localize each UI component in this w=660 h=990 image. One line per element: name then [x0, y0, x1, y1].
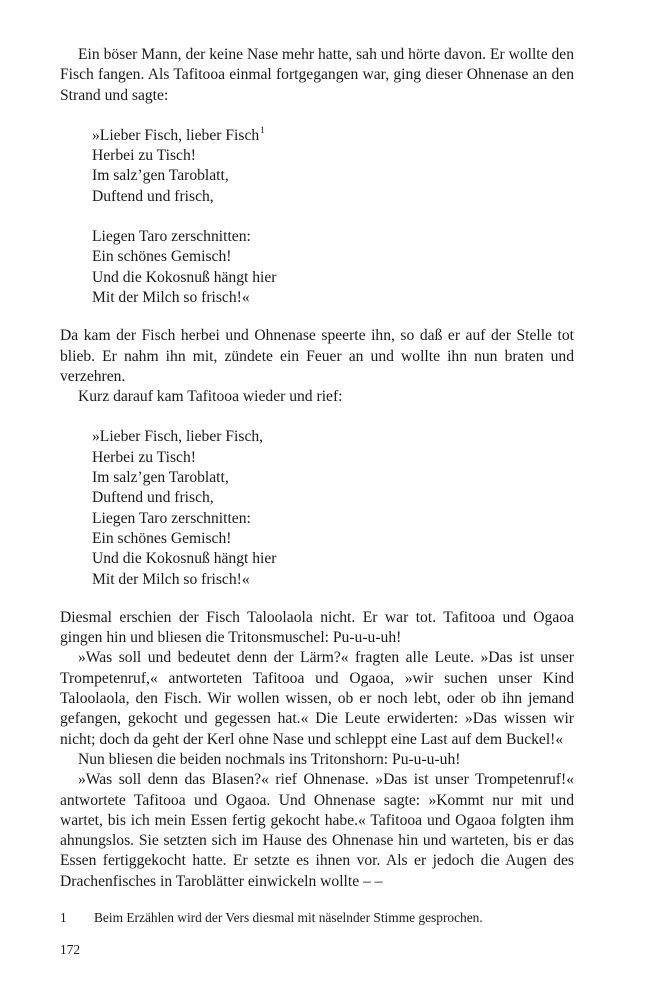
verse-line: Liegen Taro zerschnitten:	[92, 228, 251, 246]
verse-ohnenase	[92, 126, 574, 308]
footnote-number: 1	[60, 910, 67, 925]
verse-stanza-2	[92, 227, 574, 308]
verse-line: Mit der Milch so frisch!«	[92, 570, 250, 588]
verse-line: Duftend und frisch,	[92, 489, 214, 507]
paragraph-ohnenase-house: »Was soll denn das Blasen?« rief Ohnenase. »Das ist unser Trompetenruf!« antwortete Tafitooa und Ogaoa. Und Ohnenase sagte: »Kommt nur mit und wartet, bis ich mein Essen fertig gekocht habe.« Tafitooa und Ogaoa folgten ihm ahnungslos. Sie setzten sich im Hause des Ohnenase hin und warteten, bis er das Essen fertiggekocht hatte. Er setzte es ihnen vor. Als er jedoch die Augen des Drachenfisches in Taroblätter einwickeln wollte – –	[60, 771, 574, 890]
verse-tafitooa	[92, 427, 574, 589]
verse-line: Ein schönes Gemisch!	[92, 248, 232, 266]
verse-line: »Lieber Fisch, lieber Fisch$^1$	[92, 125, 265, 144]
verse-line: Und die Kokosnuß hängt hier	[92, 268, 277, 286]
page-number: 172	[60, 942, 81, 957]
paragraph-intro: Ein böser Mann, der keine Nase mehr hatte, sah und hörte davon. Er wollte den Fisch fangen. Als Tafitooa einmal fortgegangen war, ging dieser Ohnenase an den Strand und sagte:	[60, 46, 574, 104]
verse-line: Im salz’gen Taroblatt,	[92, 469, 229, 487]
verse-stanza-1	[92, 126, 574, 207]
paragraph-people-answer: »Was soll und bedeutet denn der Lärm?« fragten alle Leute. »Das ist unser Trompetenruf,« antworteten Tafitooa und Ogaoa, »wir suchen unser Kind Taloolaola, den Fisch. Wir wollen wissen, ob er noch lebt, oder ob ihn jemand gefangen, gekocht und gegessen hat.« Die Leute erwiderten: »Das wissen wir nicht; doch da geht der Kerl ohne Nase und schleppt eine Last auf dem Buckel!«	[60, 649, 574, 748]
footnote-reference: 1	[260, 125, 265, 136]
paragraph-blow-again: Nun bliesen die beiden nochmals ins Tritonshorn: Pu-u-u-uh!	[78, 750, 461, 768]
paragraph-fish-speared: Da kam der Fisch herbei und Ohnenase speerte ihn, so daß er auf der Stelle tot blieb. Er nahm ihn mit, zündete ein Feuer an und wollte ihn nun braten und verzehren.	[60, 327, 574, 385]
paragraph-tafitooa-returns: Kurz darauf kam Tafitooa wieder und rief:	[78, 388, 343, 406]
verse-line: Und die Kokosnuß hängt hier	[92, 550, 277, 568]
book-page	[60, 45, 574, 965]
verse-line: Duftend und frisch,	[92, 187, 214, 205]
verse-line: Herbei zu Tisch!	[92, 448, 196, 466]
footnote	[60, 909, 574, 927]
verse-line: Im salz’gen Taroblatt,	[92, 167, 229, 185]
paragraph-fish-missing: Diesmal erschien der Fisch Taloolaola nicht. Er war tot. Tafitooa und Ogaoa gingen hin und bliesen die Tritonsmuschel: Pu-u-u-uh!	[60, 608, 574, 647]
verse-line: »Lieber Fisch, lieber Fisch,	[92, 428, 264, 446]
verse-line: Herbei zu Tisch!	[92, 147, 196, 165]
verse-line: Liegen Taro zerschnitten:	[92, 509, 251, 527]
verse-line: Ein schönes Gemisch!	[92, 529, 232, 547]
footnote-text: Beim Erzählen wird der Vers diesmal mit näselnder Stimme gesprochen.	[94, 910, 483, 925]
verse-line: Mit der Milch so frisch!«	[92, 288, 250, 306]
